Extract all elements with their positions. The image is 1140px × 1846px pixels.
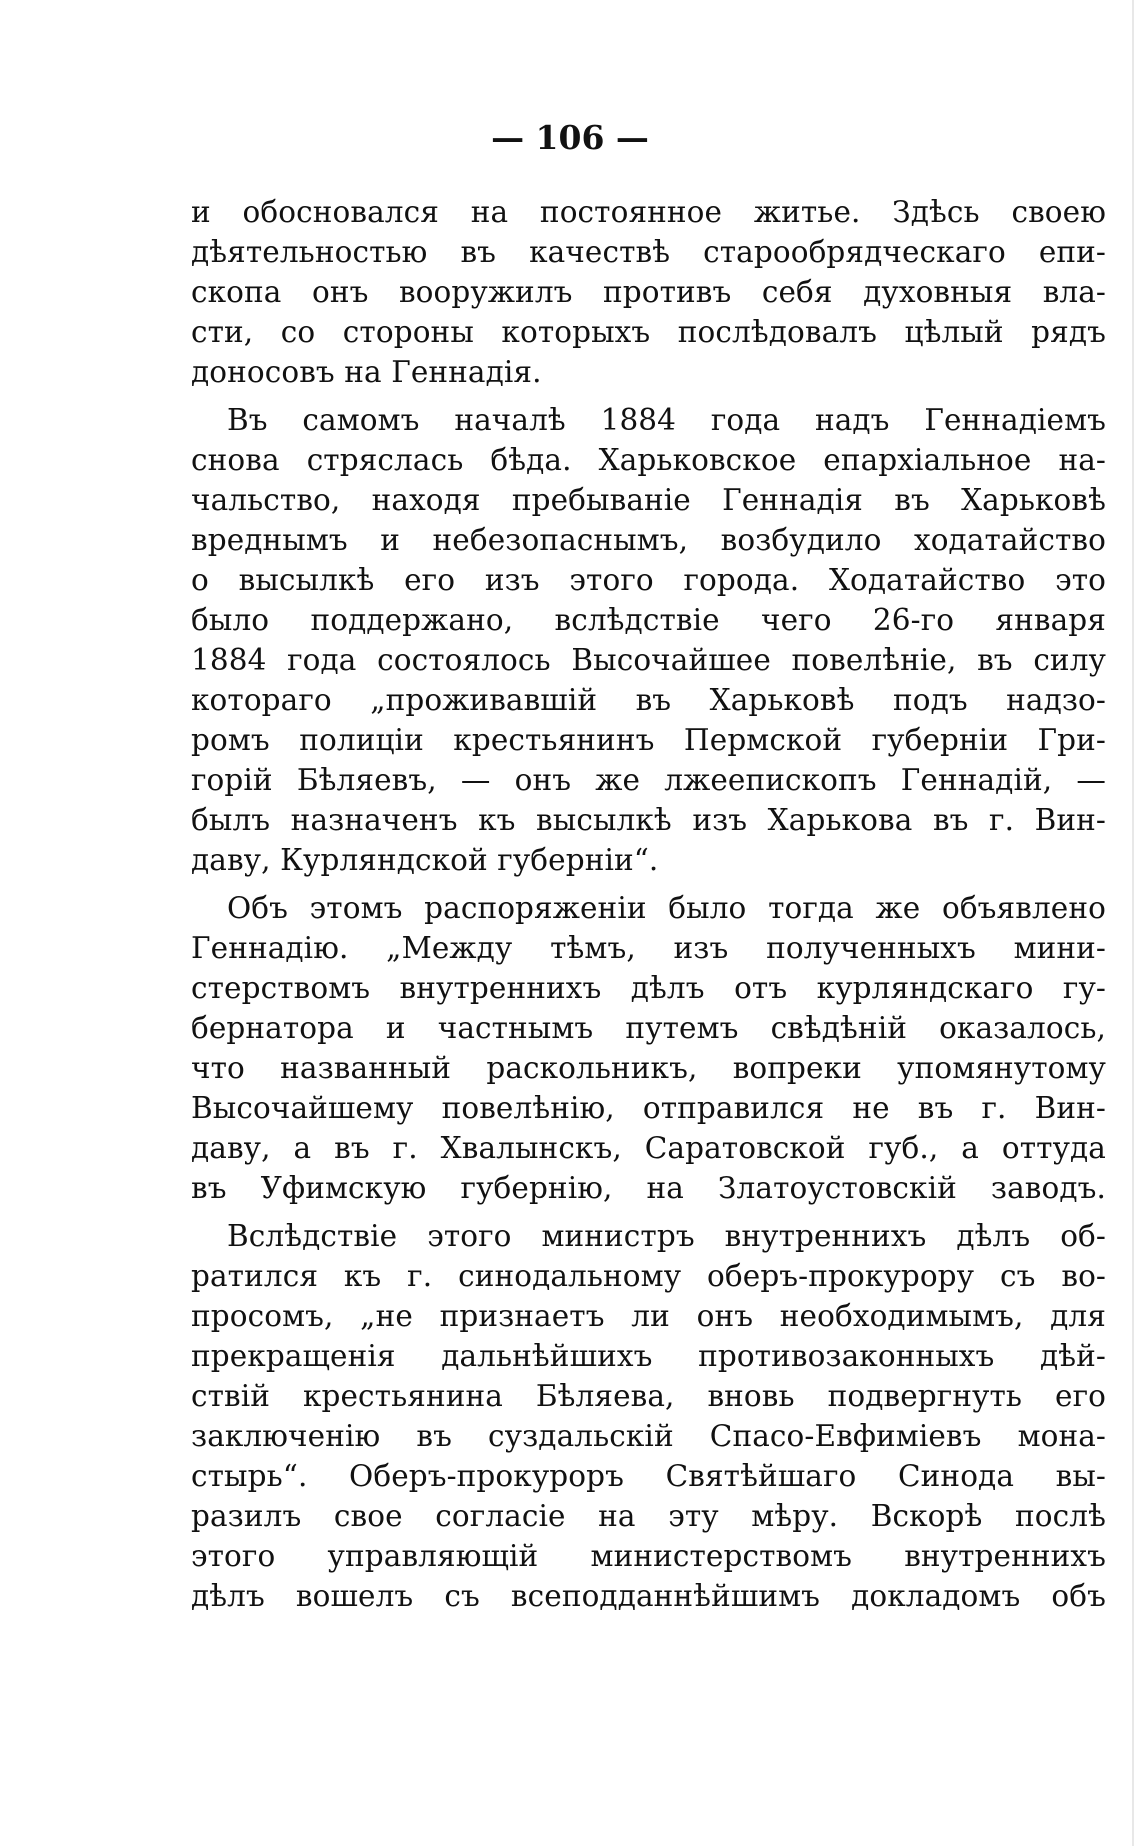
text-line: скопа онъ вооружилъ противъ себя духовныя вла- [191,275,1106,309]
text-line: Въ самомъ началѣ 1884 года надъ Геннадіемъ [227,403,1106,437]
text-line: чальство, находя пребываніе Геннадія въ Харьковѣ [191,483,1106,517]
text-line: даву, а въ г. Хвалынскъ, Саратовской губ., а оттуда [191,1131,1106,1165]
text-line: прекращенія дальнѣйшихъ противозаконныхъ дѣй- [191,1339,1106,1373]
text-line: разилъ свое согласіе на эту мѣру. Вскорѣ послѣ [191,1499,1106,1533]
text-line: и обосновался на постоянное житье. Здѣсь своею [191,195,1106,229]
text-line: 1884 года состоялось Высочайшее повелѣніе, въ силу [191,643,1106,677]
text-line: доносовъ на Геннадія. [191,355,542,389]
text-line: въ Уфимскую губернію, на Златоустовскій заводъ. [191,1171,1106,1205]
text-line: дѣятельностью въ качествѣ старообрядческаго епи- [191,235,1106,269]
paragraph [191,192,1106,392]
text-line: сти, со стороны которыхъ послѣдовалъ цѣлый рядъ [191,315,1106,349]
paragraph [191,400,1106,880]
text-line: Вслѣдствіе этого министръ внутреннихъ дѣлъ об- [227,1219,1106,1253]
paragraph [191,888,1106,1208]
text-line: о высылкѣ его изъ этого города. Ходатайство это [191,563,1106,597]
text-line: былъ назначенъ къ высылкѣ изъ Харькова въ г. Вин- [191,803,1106,837]
page-edge-line [1132,0,1134,1846]
text-line: просомъ, „не признаетъ ли онъ необходимымъ, для [191,1299,1106,1333]
text-line: ромъ полиціи крестьянинъ Пермской губерніи Гри- [191,723,1106,757]
text-line: стерствомъ внутреннихъ дѣлъ отъ курляндскаго гу- [191,971,1106,1005]
text-line: Высочайшему повелѣнію, отправился не въ г. Вин- [191,1091,1106,1125]
text-line: даву, Курляндской губерніи“. [191,843,659,877]
text-line: снова стряслась бѣда. Харьковское епархіальное на- [191,443,1106,477]
text-line: бернатора и частнымъ путемъ свѣдѣній оказалось, [191,1011,1106,1045]
text-line: стырь“. Оберъ-прокуроръ Святѣйшаго Синода вы- [191,1459,1106,1493]
text-line: вреднымъ и небезопаснымъ, возбудило ходатайство [191,523,1106,557]
text-line: котораго „проживавшій въ Харьковѣ подъ надзо- [191,683,1106,717]
text-line: этого управляющій министерствомъ внутреннихъ [191,1539,1106,1573]
text-line: Геннадію. „Между тѣмъ, изъ полученныхъ мини- [191,931,1106,965]
text-line: ратился къ г. синодальному оберъ-прокурору съ во- [191,1259,1106,1293]
paragraph [191,1216,1106,1616]
text-line: Объ этомъ распоряженіи было тогда же объявлено [227,891,1106,925]
text-line: заключенію въ суздальскій Спасо-Евфиміевъ мона- [191,1419,1106,1453]
text-line: что названный раскольникъ, вопреки упомянутому [191,1051,1106,1085]
text-line: было поддержано, вслѣдствіе чего 26-го января [191,603,1106,637]
page-number: — 106 — [491,118,649,157]
page-text [191,192,1106,1616]
text-line: дѣлъ вошелъ съ всеподданнѣйшимъ докладомъ объ [191,1579,1106,1613]
text-line: ствій крестьянина Бѣляева, вновь подвергнуть его [191,1379,1106,1413]
text-line: горій Бѣляевъ, — онъ же лжеепископъ Геннадій, — [191,763,1106,797]
